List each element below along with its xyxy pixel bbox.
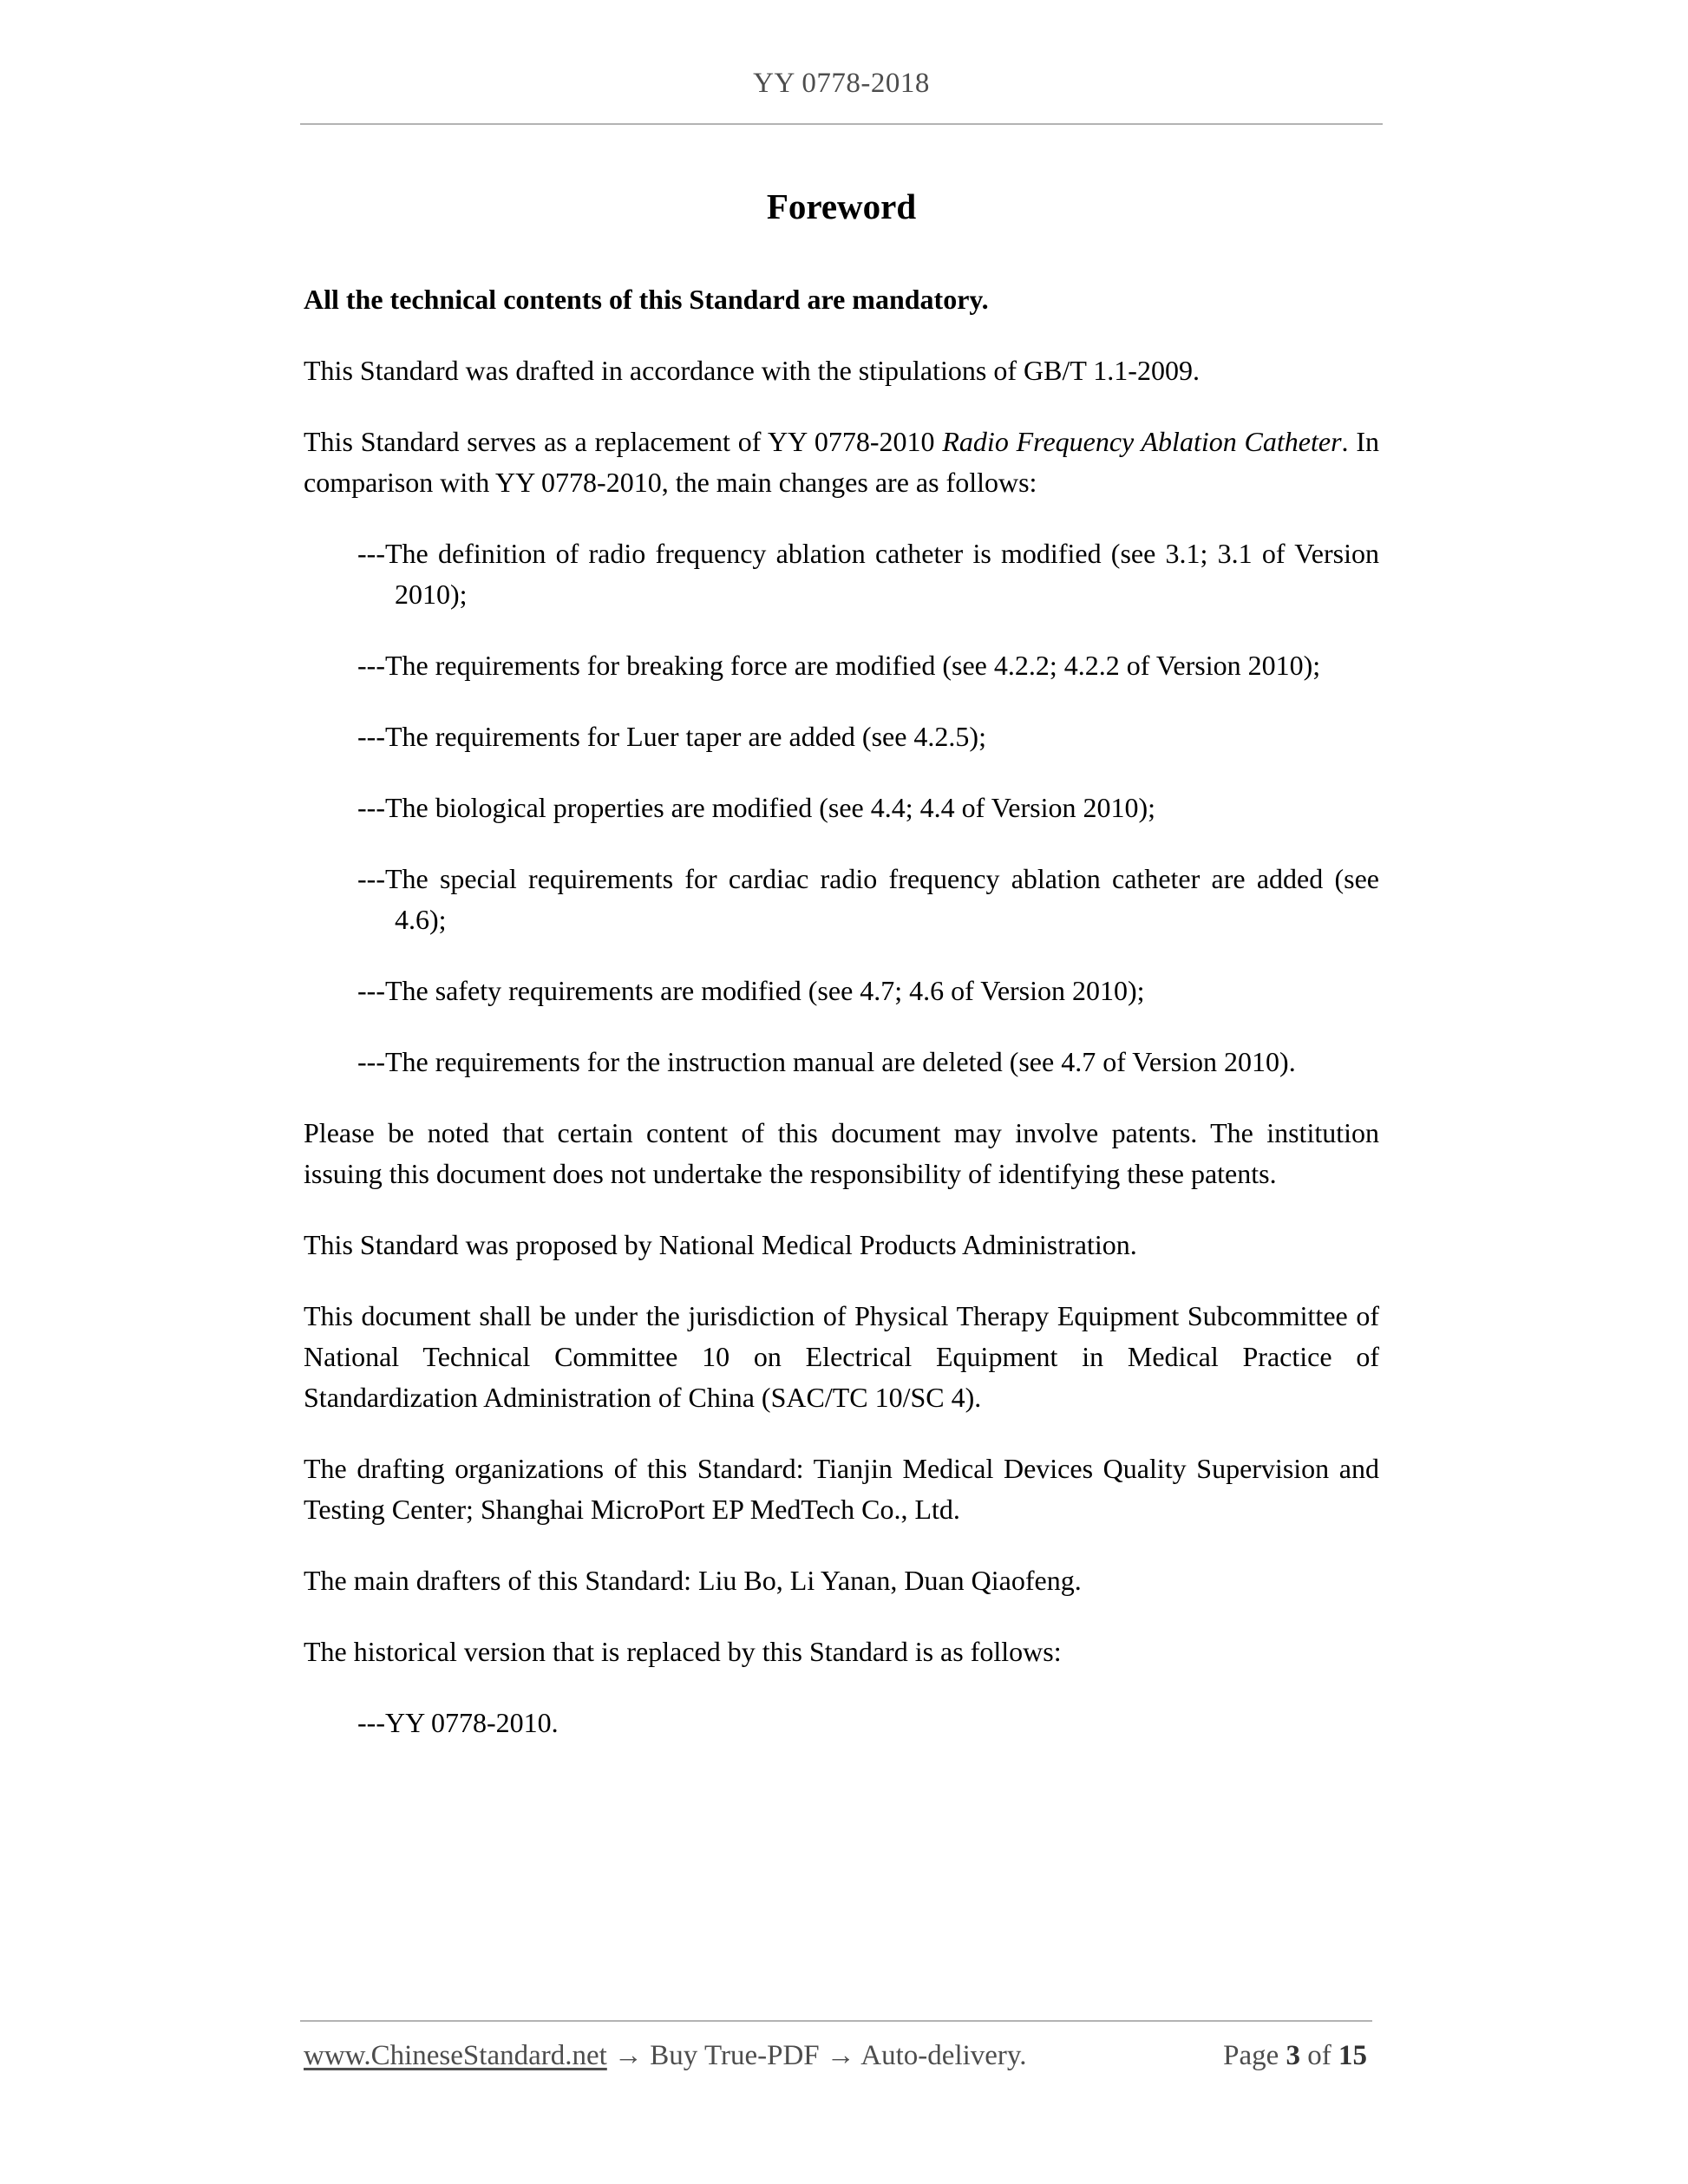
historical-version-item: ---YY 0778-2010. <box>357 1707 559 1738</box>
footer-promo-text: → Buy True-PDF → Auto-delivery. <box>606 2040 1027 2071</box>
running-header: YY 0778-2018 <box>753 68 930 99</box>
change-item: ---The safety requirements are modified (see 4.7; 4.6 of Version 2010); <box>357 975 1145 1006</box>
change-item: ---The biological properties are modified (see 4.4; 4.4 of Version 2010); <box>357 792 1156 823</box>
footer-divider <box>300 2020 1372 2022</box>
replacement-paragraph <box>304 422 1379 503</box>
proposed-by-paragraph: This Standard was proposed by National Medical Products Administration. <box>304 1229 1137 1260</box>
mandatory-statement: All the technical contents of this Standard are mandatory. <box>304 284 989 315</box>
historical-version-paragraph: The historical version that is replaced by this Standard is as follows: <box>304 1636 1062 1667</box>
replacement-text-start: This Standard serves as a replacement of YY 0778-2010 <box>304 426 943 457</box>
drafters-paragraph: The main drafters of this Standard: Liu Bo, Li Yanan, Duan Qiaofeng. <box>304 1565 1082 1596</box>
drafting-organizations-paragraph: The drafting organizations of this Standard: Tianjin Medical Devices Quality Supervision and Testing Center; Shanghai MicroPort EP MedTech Co., Ltd. <box>304 1453 1379 1525</box>
page-total: 15 <box>1338 2040 1367 2071</box>
replaced-standard-title: Radio Frequency Ablation Catheter <box>942 426 1342 457</box>
page-title: Foreword <box>766 186 917 226</box>
change-item: ---The requirements for the instruction manual are deleted (see 4.7 of Version 2010). <box>357 1046 1296 1077</box>
page-label: Page <box>1223 2040 1286 2071</box>
footer-promo <box>304 2040 1027 2072</box>
change-item: ---The definition of radio frequency ablation catheter is modified (see 3.1; 3.1 of Version 2010); <box>357 538 1379 610</box>
drafting-basis-paragraph: This Standard was drafted in accordance with the stipulations of GB/T 1.1-2009. <box>304 355 1200 386</box>
foreword-body <box>304 279 1379 1743</box>
website-link[interactable]: www.ChineseStandard.net <box>304 2040 607 2071</box>
page-of-label: of <box>1300 2040 1338 2071</box>
change-item: ---The special requirements for cardiac radio frequency ablation catheter are added (see 4.6); <box>357 863 1379 935</box>
patents-paragraph: Please be noted that certain content of this document may involve patents. The institution issuing this document does not undertake the responsibility of identifying these patents. <box>304 1117 1379 1189</box>
jurisdiction-paragraph: This document shall be under the jurisdiction of Physical Therapy Equipment Subcommittee of National Technical Committee 10 on Electrical Equipment in Medical Practice of Standardization Administration of China (SAC/TC 10/SC 4). <box>304 1300 1379 1413</box>
page-number: 3 <box>1286 2040 1300 2071</box>
replacement-text-end: . In comparison with YY 0778-2010, the main changes are as follows: <box>304 426 1380 498</box>
change-item: ---The requirements for breaking force are modified (see 4.2.2; 4.2.2 of Version 2010); <box>357 650 1321 681</box>
change-item: ---The requirements for Luer taper are added (see 4.2.5); <box>357 721 986 752</box>
header-divider <box>300 123 1383 125</box>
page-indicator <box>1223 2040 1367 2072</box>
